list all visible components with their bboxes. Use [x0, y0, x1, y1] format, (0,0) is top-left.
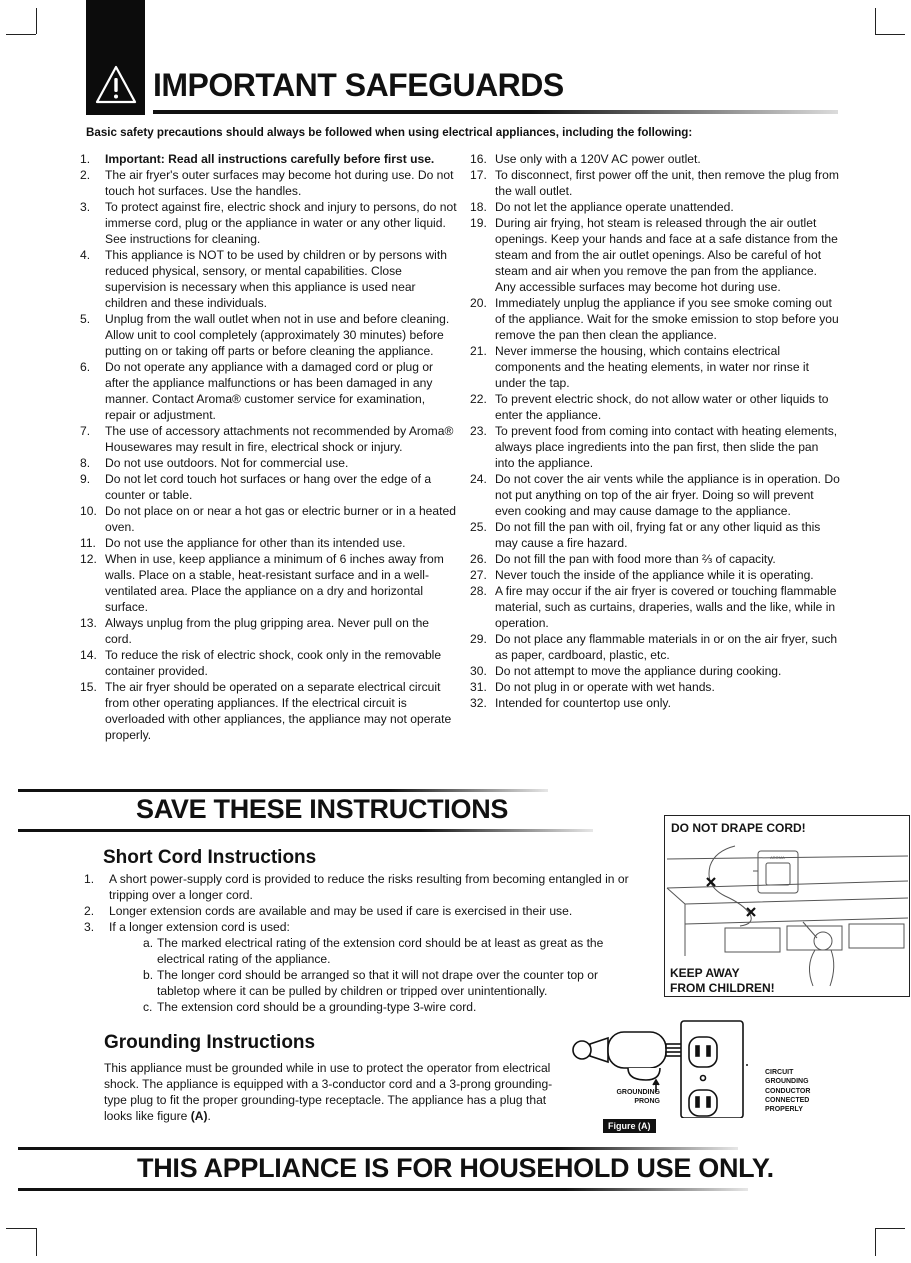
- warning-triangle-icon: [94, 64, 138, 106]
- safeguards-list-right: [470, 151, 840, 711]
- safeguard-item: 32. Intended for countertop use only.: [470, 696, 671, 710]
- safeguard-item: 1. Important: Read all instructions carefully before first use.: [80, 152, 435, 166]
- keep-away-warning: KEEP AWAY FROM CHILDREN!: [670, 966, 775, 995]
- crop-mark-bottom-left-h: [6, 1228, 36, 1229]
- crop-mark-bottom-right-v: [875, 1228, 876, 1256]
- list-item: 1. A short power-supply cord is provided to reduce the risks resulting from becoming entangled in or tripping over a longer cord.: [84, 872, 629, 902]
- safeguard-item: 31. Do not plug in or operate with wet hands.: [470, 680, 715, 694]
- safeguard-item: 13. Always unplug from the plug gripping area. Never pull on the cord.: [80, 616, 430, 646]
- safeguard-item: 8. Do not use outdoors. Not for commercial use.: [80, 456, 349, 470]
- safeguards-list-left: [80, 151, 458, 743]
- drape-cord-title: DO NOT DRAPE CORD!: [671, 821, 806, 835]
- crop-mark-top-right-v: [875, 8, 876, 34]
- safeguard-item: 2. The air fryer's outer surfaces may become hot during use. Do not touch hot surfaces. Use the handles.: [80, 168, 454, 198]
- safeguard-item: 24. Do not cover the air vents while the appliance is in operation. Do not put anything on top of the air fryer. Doing so will prevent even cooking and may cause damage to the appliance.: [470, 472, 840, 518]
- crop-mark-bottom-right-h: [875, 1228, 905, 1229]
- safeguard-item: 28. A fire may occur if the air fryer is covered or touching flammable material, such as curtains, draperies, walls and the like, while in operation.: [470, 584, 837, 630]
- appliance-brand-label: AROMA: [770, 855, 785, 860]
- grounding-paragraph: This appliance must be grounded while in use to protect the operator from electrical shock. The appliance is equipped with a 3-conductor cord and a 3-prong grounding-type plug to fit the proper grounding-type receptacle. The appliance has a plug that looks like figure (A).: [104, 1061, 553, 1123]
- safeguard-item: 27. Never touch the inside of the appliance while it is operating.: [470, 568, 814, 582]
- safeguard-item: 25. Do not fill the pan with oil, frying fat or any other liquid as this may cause a fire hazard.: [470, 520, 821, 550]
- divider-top: [18, 789, 548, 792]
- safeguard-item: 4. This appliance is NOT to be used by children or by persons with reduced physical, sensory, or mental capabilities. Close supervision is necessary when this appliance is used near children and these individuals.: [80, 248, 447, 310]
- safeguard-item: 29. Do not place any flammable materials in or on the air fryer, such as paper, cardboard, plastic, etc.: [470, 632, 838, 662]
- safeguard-item: 5. Unplug from the wall outlet when not in use and before cleaning. Allow unit to cool completely (approximately 30 minutes) before putting on or taking off parts or before cleaning the appliance.: [80, 312, 450, 358]
- list-item: 2. Longer extension cords are available and may be used if care is exercised in their use.: [84, 904, 573, 918]
- safeguard-item: 11. Do not use the appliance for other than its intended use.: [80, 536, 406, 550]
- footer-divider-top: [18, 1147, 738, 1150]
- short-cord-list: [84, 871, 644, 1015]
- household-use-notice: THIS APPLIANCE IS FOR HOUSEHOLD USE ONLY.: [137, 1153, 774, 1183]
- safeguard-item: 18. Do not let the appliance operate unattended.: [470, 200, 734, 214]
- crop-mark-top-left-h: [6, 34, 36, 35]
- warning-block: [86, 0, 145, 115]
- safeguard-item: 15. The air fryer should be operated on a separate electrical circuit from other operating appliances. If the electrical circuit is overloaded with other appliances, the appliance may not operate properly.: [80, 680, 452, 742]
- safeguard-item: 12. When in use, keep appliance a minimum of 6 inches away from walls. Place on a stable, heat-resistant surface and in a well-ventilated area. Place the appliance on a dry and horizontal surface.: [80, 552, 444, 614]
- short-cord-heading: Short Cord Instructions: [103, 847, 317, 868]
- list-item: c. The extension cord should be a grounding-type 3-wire cord.: [143, 1000, 477, 1014]
- safeguard-item: 20. Immediately unplug the appliance if you see smoke coming out of the appliance. Wait for the smoke emission to stop before you remove the pan then clean the appliance.: [470, 296, 839, 342]
- safeguard-item: 26. Do not fill the pan with food more than ⅔ of capacity.: [470, 552, 776, 566]
- safeguard-item: 23. To prevent food from coming into contact with heating elements, always place ingredients into the pan first, then slide the pan into the appliance.: [470, 424, 838, 470]
- title-underline: [153, 110, 838, 114]
- crop-mark-bottom-left-v: [36, 1228, 37, 1256]
- safeguard-item: 9. Do not let cord touch hot surfaces or hang over the edge of a counter or table.: [80, 472, 432, 502]
- grounding-heading: Grounding Instructions: [104, 1032, 316, 1053]
- safeguard-item: 21. Never immerse the housing, which contains electrical components and the heating elements, in water nor rinse it under the tap.: [470, 344, 809, 390]
- grounding-prong-label: GROUNDING PRONG: [616, 1089, 660, 1105]
- safeguard-item: 3. To protect against fire, electric shock and injury to persons, do not immerse cord, plug or the appliance in water or any other liquid. See instructions for cleaning.: [80, 200, 457, 246]
- safeguard-item: 17. To disconnect, first power off the unit, then remove the plug from the wall outlet.: [470, 168, 839, 198]
- safeguard-item: 7. The use of accessory attachments not recommended by Aroma® Housewares may result in fire, electrical shock or injury.: [80, 424, 454, 454]
- list-item: b. The longer cord should be arranged so that it will not drape over the counter top or tabletop where it can be pulled by children or tripped over unintentionally.: [143, 968, 599, 998]
- page-title: IMPORTANT SAFEGUARDS: [153, 67, 564, 103]
- circuit-grounding-label: CIRCUIT GROUNDING CONDUCTOR CONNECTED PROPERLY: [765, 1069, 811, 1114]
- safeguard-item: 30. Do not attempt to move the appliance during cooking.: [470, 664, 782, 678]
- safeguard-item: 6. Do not operate any appliance with a damaged cord or plug or after the appliance malfunctions or has been damaged in any manner. Contact Aroma® customer service for examination, repair or adjustment.: [80, 360, 434, 422]
- safeguard-item: 22. To prevent electric shock, do not allow water or other liquids to enter the appliance.: [470, 392, 829, 422]
- crop-mark-top-left-v: [36, 8, 37, 34]
- crop-mark-top-right-h: [875, 34, 905, 35]
- safeguard-item: 14. To reduce the risk of electric shock, cook only in the removable container provided.: [80, 648, 442, 678]
- drape-cord-illustration: [664, 815, 910, 997]
- footer-divider-bottom: [18, 1188, 748, 1191]
- safeguard-item: 16. Use only with a 120V AC power outlet.: [470, 152, 701, 166]
- intro-text: Basic safety precautions should always be followed when using electrical appliances, including the following:: [86, 126, 693, 139]
- figure-a-label: Figure (A): [603, 1119, 656, 1133]
- divider-bottom: [18, 829, 593, 832]
- list-item: 3. If a longer extension cord is used: a. The marked electrical rating of the extension cord should be at least as great as the electrical rating of the appliance. b. The longer cord should be arranged so that it will not drape over the counter top or tabletop where it can be pulled by children or tripped over unintentionally. c. The extension cord should be a grounding-type 3-wire cord.: [84, 919, 644, 1015]
- safeguard-item: 10. Do not place on or near a hot gas or electric burner or in a heated oven.: [80, 504, 456, 534]
- safeguard-item: 19. During air frying, hot steam is released through the air outlet openings. Keep your hands and face at a safe distance from the steam and from the air outlet openings. Also be careful of hot steam and air when you remove the pan from the appliance. Any accessible surfaces may become hot during use.: [470, 216, 838, 294]
- sub-list: [109, 935, 644, 1015]
- save-instructions-heading: SAVE THESE INSTRUCTIONS: [136, 794, 509, 824]
- list-item: a. The marked electrical rating of the extension cord should be at least as great as the electrical rating of the appliance.: [143, 936, 604, 966]
